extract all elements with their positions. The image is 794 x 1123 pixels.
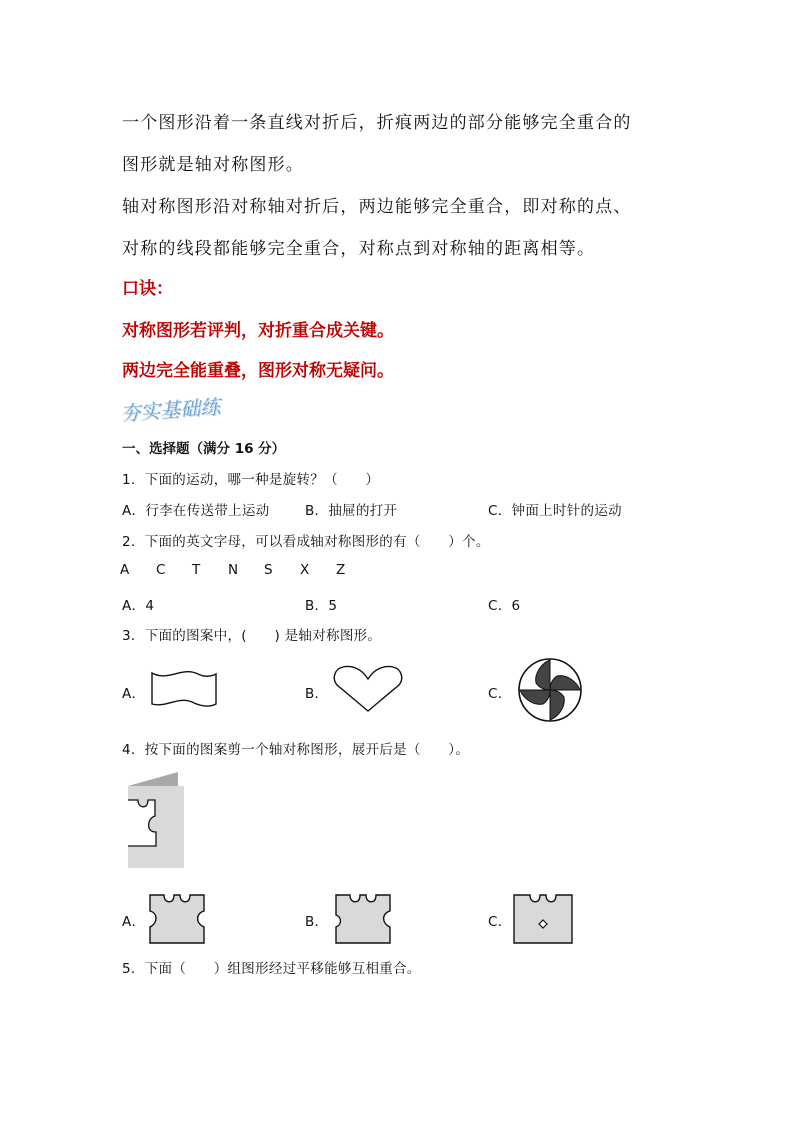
intro-line-4: 对称的线段都能够完全重合，对称点到对称轴的距离相等。 — [122, 239, 596, 259]
cut-shape-a-figure — [148, 893, 206, 945]
question-3-option-c: C． — [488, 686, 512, 702]
pinwheel-circle-figure — [516, 657, 586, 723]
question-2-option-b: B．5 — [305, 598, 338, 614]
question-3-option-a: A． — [122, 686, 146, 702]
banner-wordart: 夯实基础练 — [119, 394, 221, 426]
flag-shape-figure — [148, 668, 220, 710]
intro-line-2: 图形就是轴对称图形。 — [122, 155, 304, 175]
heart-shape-figure — [332, 665, 404, 713]
mnemonic-line-2: 两边完全能重叠，图形对称无疑问。 — [122, 361, 394, 381]
question-4-stem: 4．按下面的图案剪一个轴对称图形，展开后是（ ）。 — [122, 742, 470, 758]
letter: T — [192, 562, 201, 578]
letter: A — [120, 562, 130, 578]
mnemonic-label: 口诀： — [122, 279, 173, 299]
question-3-option-b: B． — [305, 686, 329, 702]
letter: C — [156, 562, 166, 578]
question-4-option-a: A． — [122, 914, 146, 930]
folded-paper-figure — [128, 770, 188, 870]
section-title: 一、选择题（满分 16 分） — [122, 441, 286, 457]
question-4-option-b: B． — [305, 914, 329, 930]
question-1-option-b: B．抽屉的打开 — [305, 503, 398, 519]
letter: N — [228, 562, 239, 578]
intro-line-1: 一个图形沿着一条直线对折后，折痕两边的部分能够完全重合的 — [122, 113, 632, 133]
question-1-stem: 1．下面的运动，哪一种是旋转？（ ） — [122, 472, 380, 488]
letter: Z — [336, 562, 346, 578]
mnemonic-line-1: 对称图形若评判，对折重合成关键。 — [122, 321, 394, 341]
cut-shape-b-figure — [334, 893, 392, 945]
letter: X — [300, 562, 310, 578]
cut-shape-c-figure — [512, 893, 574, 945]
question-2-option-a: A．4 — [122, 598, 155, 614]
question-1-option-c: C．钟面上时针的运动 — [488, 503, 622, 519]
question-2-option-c: C．6 — [488, 598, 521, 614]
question-4-option-c: C． — [488, 914, 512, 930]
intro-line-3: 轴对称图形沿对称轴对折后，两边能够完全重合，即对称的点、 — [122, 197, 632, 217]
question-1-option-a: A．行李在传送带上运动 — [122, 503, 270, 519]
question-2-letters — [120, 562, 372, 578]
letter: S — [264, 562, 273, 578]
question-2-stem: 2．下面的英文字母，可以看成轴对称图形的有（ ）个。 — [122, 534, 490, 550]
question-3-stem: 3．下面的图案中，( ) 是轴对称图形。 — [122, 628, 382, 644]
question-5-stem: 5．下面（ ）组图形经过平移能够互相重合。 — [122, 961, 421, 977]
